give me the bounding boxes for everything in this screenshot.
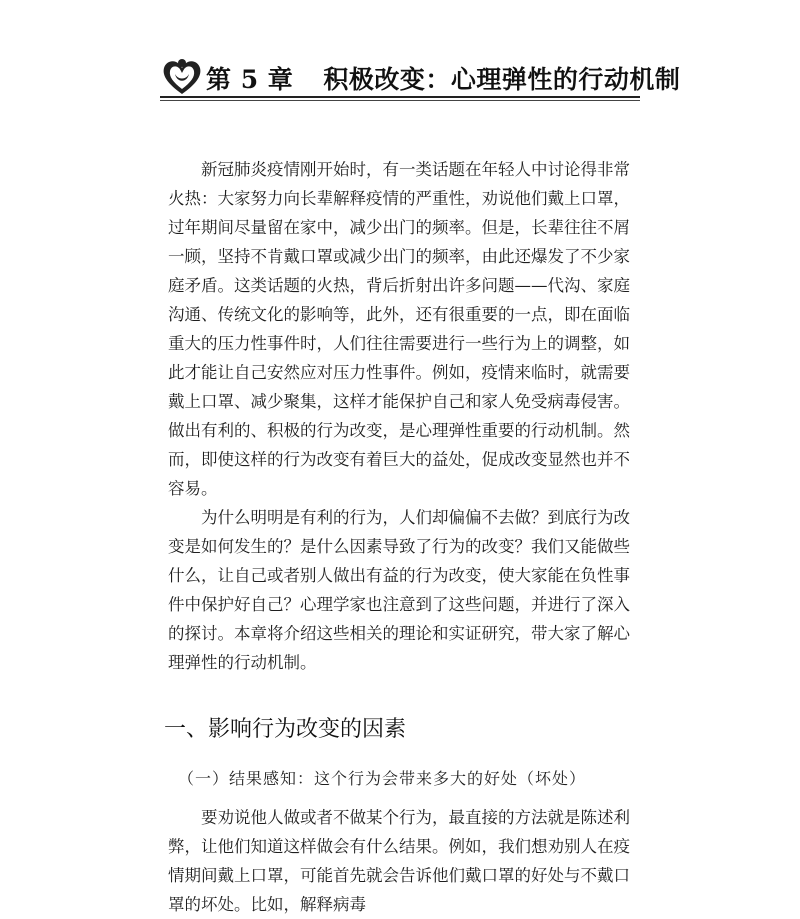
subsection-heading: （一）结果感知：这个行为会带来多大的好处（坏处） <box>178 769 587 788</box>
chapter-number: 第 5 章 <box>206 65 294 94</box>
chapter-rule <box>160 96 640 98</box>
chapter-header <box>160 56 681 98</box>
paragraph-1: 新冠肺炎疫情刚开始时，有一类话题在年轻人中讨论得非常火热：大家努力向长辈解释疫情的严重性，劝说他们戴上口罩，过年期间尽量留在家中，减少出门的频率。但是，长辈往往不屑一顾，坚持不肯戴口罩或减少出门的频率，由此还爆发了不少家庭矛盾。这类话题的火热，背后折射出许多问题——代沟、家庭沟通、传统文化的影响等，此外，还有很重要的一点，即在面临重大的压力性事件时，人们往往需要进行一些行为上的调整，如此才能让自己安然应对压力性事件。例如，疫情来临时，就需要戴上口罩、减少聚集，这样才能保护自己和家人免受病毒侵害。做出有利的、积极的行为改变，是心理弹性重要的行动机制。然而，即使这样的行为改变有着巨大的益处，促成改变显然也并不容易。 <box>168 160 630 498</box>
paragraph-2: 为什么明明是有利的行为，人们却偏偏不去做？到底行为改变是如何发生的？是什么因素导致了行为的改变？我们又能做些什么，让自己或者别人做出有益的行为改变，使大家能在负性事件中保护好自己？心理学家也注意到了这些问题，并进行了深入的探讨。本章将介绍这些相关的理论和实证研究，带大家了解心理弹性的行动机制。 <box>168 508 630 672</box>
heart-figure-logo-icon <box>160 56 204 100</box>
chapter-title-text: 积极改变：心理弹性的行动机制 <box>323 65 681 94</box>
page-body <box>164 155 630 919</box>
chapter-rule-thin <box>160 100 640 101</box>
chapter-title <box>206 60 680 96</box>
section-heading: 一、影响行为改变的因素 <box>164 717 407 742</box>
paragraph-3: 要劝说他人做或者不做某个行为，最直接的方法就是陈述利弊，让他们知道这样做会有什么结果。例如，我们想劝别人在疫情期间戴上口罩，可能首先就会告诉他们戴口罩的好处与不戴口罩的坏处。比如，解释病毒 <box>168 808 630 914</box>
